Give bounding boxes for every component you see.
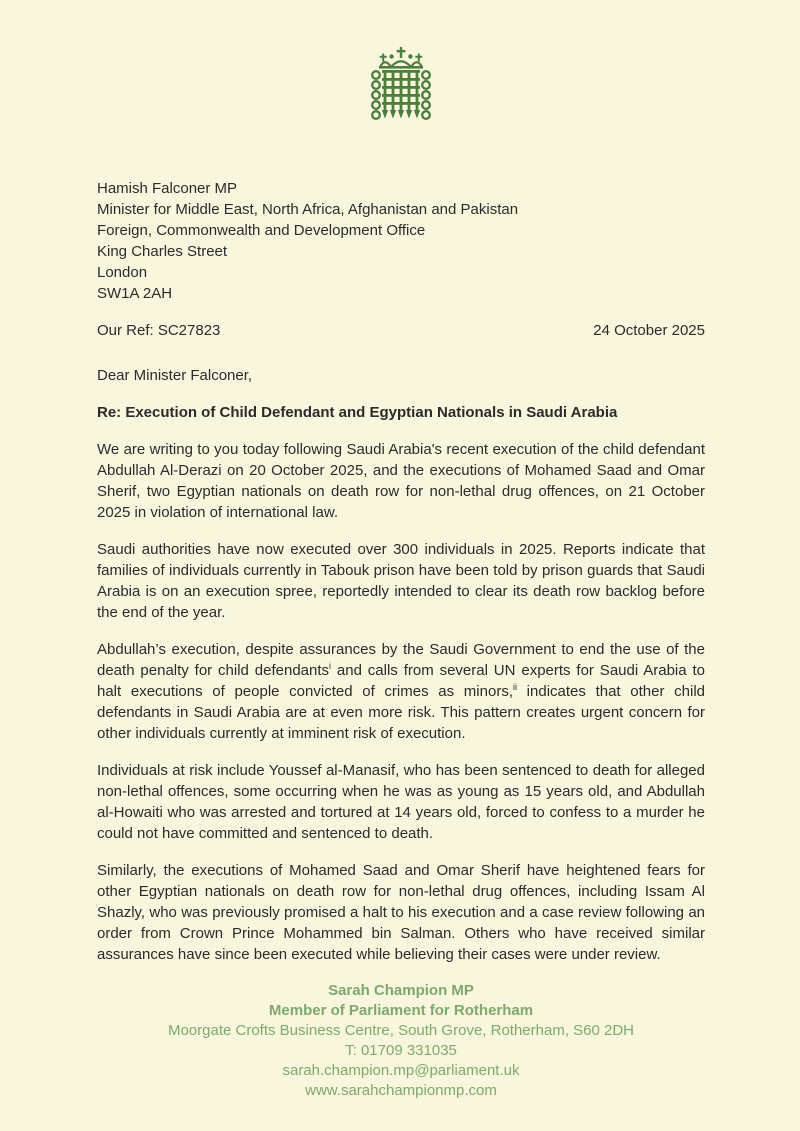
letter-date: 24 October 2025 (593, 322, 705, 339)
sender-website: www.sarahchampionmp.com (305, 1082, 497, 1099)
sender-address: Moorgate Crofts Business Centre, South Grove, Rotherham, S60 2DH (167, 1022, 635, 1039)
footnote-ref-ii: ii (513, 682, 517, 692)
paragraph-2: Saudi authorities have now executed over 300 individuals in 2025. Reports indicate that families of individuals currently in Tabouk prison have been told by prison guards that Saudi Arabia is on an execution spree, reportedly intended to clear its death row backlog before the end of the year. (97, 541, 705, 621)
recipient-department: Foreign, Commonwealth and Development Office (97, 222, 426, 239)
reference-line (97, 320, 705, 341)
paragraph-4: Individuals at risk include Youssef al-Manasif, who has been sentenced to death for alleged non-lethal offences, some occurring when he was as young as 15 years old, and Abdullah al-Howaiti who was arrested and tortured at 14 years old, forced to confess to a murder he could not have committed and sentenced to death. (97, 762, 705, 842)
letterhead (97, 46, 705, 132)
recipient-postcode: SW1A 2AH (97, 285, 173, 302)
signature-block (97, 981, 705, 1101)
paragraph-3-text: Abdullah’s execution, despite assurances by the Saudi Government to end the use of the death penalty for child defendants (97, 641, 705, 679)
sender-phone: T: 01709 331035 (345, 1042, 457, 1059)
sender-email: sarah.champion.mp@parliament.uk (282, 1062, 520, 1079)
recipient-name: Hamish Falconer MP (97, 180, 238, 197)
sender-title: Member of Parliament for Rotherham (268, 1002, 534, 1019)
recipient-street: King Charles Street (97, 243, 228, 260)
paragraph-1: We are writing to you today following Saudi Arabia's recent execution of the child defendant Abdullah Al-Derazi on 20 October 2025, and the executions of Mohamed Saad and Omar Sherif, two Egyptian nationals on death row for non-lethal drug offences, on 21 October 2025 in violation of international law. (97, 441, 705, 521)
footnote-ref-i: i (329, 661, 332, 671)
paragraph-3 (97, 639, 705, 744)
recipient-city: London (97, 264, 148, 281)
parliament-portcullis-icon (368, 113, 434, 130)
our-ref: Our Ref: SC27823 (97, 322, 221, 339)
paragraph-5: Similarly, the executions of Mohamed Saad and Omar Sherif have heightened fears for other Egyptian nationals on death row for non-lethal drug offences, including Issam Al Shazly, who was previously promised a halt to his execution and a case review following an order from Crown Prince Mohammed bin Salman. Others who have received similar assurances have since been executed while believing their cases were under review. (97, 862, 705, 963)
salutation: Dear Minister Falconer, (97, 367, 253, 384)
paragraph-3-text: indicates that other child defendants in Saudi Arabia are at even more risk. This pattern creates urgent concern for other individuals currently at imminent risk of execution. (97, 683, 705, 742)
subject-line: Re: Execution of Child Defendant and Egyptian Nationals in Saudi Arabia (97, 404, 618, 421)
sender-name: Sarah Champion MP (328, 982, 474, 999)
recipient-role: Minister for Middle East, North Africa, Afghanistan and Pakistan (97, 201, 519, 218)
paragraph-3-text: and calls from several UN experts for Saudi Arabia to halt executions of people convicted of crimes as minors, (97, 662, 705, 700)
recipient-address-block (97, 178, 705, 304)
